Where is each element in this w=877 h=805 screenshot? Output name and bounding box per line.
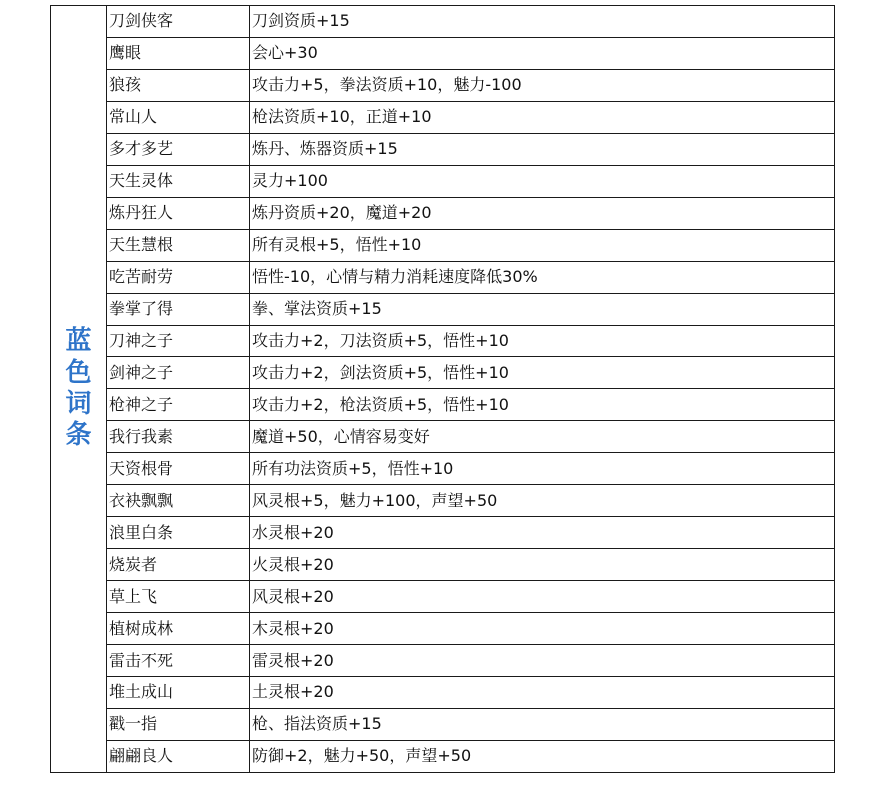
trait-table-container (50, 5, 834, 773)
table-row (51, 293, 835, 325)
table-row (51, 6, 835, 38)
table-row (51, 613, 835, 645)
table-row (51, 453, 835, 485)
trait-name-cell: 刀神之子 (107, 325, 250, 357)
trait-name-cell: 戳一指 (107, 708, 250, 740)
table-row (51, 549, 835, 581)
trait-name-cell: 多才多艺 (107, 133, 250, 165)
table-row (51, 517, 835, 549)
table-row (51, 677, 835, 709)
category-label-char: 词 (65, 389, 92, 419)
trait-name-cell: 鹰眼 (107, 37, 250, 69)
table-row (51, 197, 835, 229)
table-row (51, 581, 835, 613)
table-row (51, 645, 835, 677)
trait-name-cell: 天生慧根 (107, 229, 250, 261)
trait-effect-cell: 所有灵根+5，悟性+10 (250, 229, 835, 261)
trait-effect-cell: 木灵根+20 (250, 613, 835, 645)
trait-effect-cell: 攻击力+5，拳法资质+10，魅力-100 (250, 69, 835, 101)
table-row (51, 708, 835, 740)
table-row (51, 69, 835, 101)
trait-name-cell: 衣袂飘飘 (107, 485, 250, 517)
trait-effect-cell: 攻击力+2，剑法资质+5，悟性+10 (250, 357, 835, 389)
trait-name-cell: 植树成林 (107, 613, 250, 645)
trait-name-cell: 我行我素 (107, 421, 250, 453)
trait-name-cell: 炼丹狂人 (107, 197, 250, 229)
category-label (65, 328, 91, 449)
trait-name-cell: 刀剑侠客 (107, 6, 250, 38)
category-label-char: 蓝 (65, 326, 92, 357)
trait-effect-cell: 炼丹资质+20，魔道+20 (250, 197, 835, 229)
table-row (51, 261, 835, 293)
trait-effect-cell: 魔道+50，心情容易变好 (250, 421, 835, 453)
trait-name-cell: 狼孩 (107, 69, 250, 101)
trait-name-cell: 烧炭者 (107, 549, 250, 581)
trait-effect-cell: 水灵根+20 (250, 517, 835, 549)
trait-name-cell: 常山人 (107, 101, 250, 133)
trait-name-cell: 翩翩良人 (107, 740, 250, 772)
trait-name-cell: 天生灵体 (107, 165, 250, 197)
trait-table (50, 5, 835, 773)
trait-name-cell: 枪神之子 (107, 389, 250, 421)
trait-effect-cell: 灵力+100 (250, 165, 835, 197)
table-row (51, 740, 835, 772)
trait-effect-cell: 拳、掌法资质+15 (250, 293, 835, 325)
trait-name-cell: 雷击不死 (107, 645, 250, 677)
trait-effect-cell: 攻击力+2，枪法资质+5，悟性+10 (250, 389, 835, 421)
trait-name-cell: 草上飞 (107, 581, 250, 613)
trait-name-cell: 拳掌了得 (107, 293, 250, 325)
trait-name-cell: 天资根骨 (107, 453, 250, 485)
trait-effect-cell: 火灵根+20 (250, 549, 835, 581)
category-cell (51, 6, 107, 773)
trait-effect-cell: 防御+2，魅力+50，声望+50 (250, 740, 835, 772)
category-label-char: 条 (65, 420, 92, 451)
trait-effect-cell: 风灵根+5，魅力+100，声望+50 (250, 485, 835, 517)
category-label-char: 色 (65, 357, 92, 388)
trait-effect-cell: 刀剑资质+15 (250, 6, 835, 38)
trait-name-cell: 堆土成山 (107, 677, 250, 709)
trait-name-cell: 吃苦耐劳 (107, 261, 250, 293)
trait-effect-cell: 风灵根+20 (250, 581, 835, 613)
trait-effect-cell: 枪法资质+10，正道+10 (250, 101, 835, 133)
trait-effect-cell: 攻击力+2，刀法资质+5，悟性+10 (250, 325, 835, 357)
trait-effect-cell: 悟性-10，心情与精力消耗速度降低30% (250, 261, 835, 293)
trait-name-cell: 浪里白条 (107, 517, 250, 549)
table-row (51, 325, 835, 357)
table-row (51, 389, 835, 421)
table-row (51, 101, 835, 133)
trait-effect-cell: 会心+30 (250, 37, 835, 69)
table-row (51, 357, 835, 389)
trait-effect-cell: 雷灵根+20 (250, 645, 835, 677)
trait-effect-cell: 土灵根+20 (250, 677, 835, 709)
trait-effect-cell: 炼丹、炼器资质+15 (250, 133, 835, 165)
trait-effect-cell: 所有功法资质+5，悟性+10 (250, 453, 835, 485)
trait-name-cell: 剑神之子 (107, 357, 250, 389)
table-row (51, 421, 835, 453)
trait-table-body (51, 6, 835, 773)
table-row (51, 165, 835, 197)
table-row (51, 133, 835, 165)
table-row (51, 37, 835, 69)
trait-effect-cell: 枪、指法资质+15 (250, 708, 835, 740)
table-row (51, 229, 835, 261)
table-row (51, 485, 835, 517)
